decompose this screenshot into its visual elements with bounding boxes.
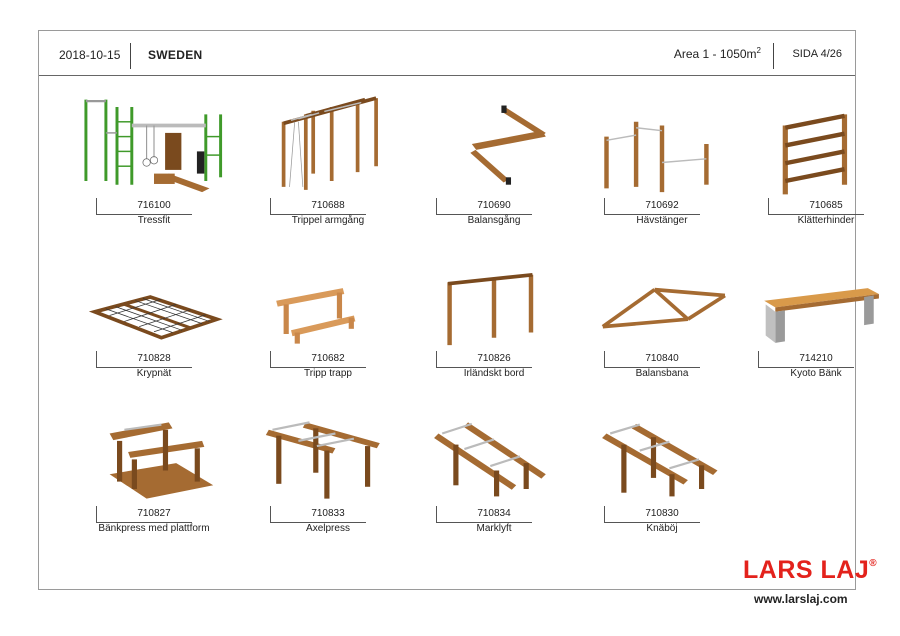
product-card xyxy=(80,398,228,548)
product-image-krypnat xyxy=(80,243,228,351)
product-name: Kyoto Bänk xyxy=(790,368,842,379)
product-name: Krypnät xyxy=(136,368,172,379)
product-number: 714210 xyxy=(799,353,833,364)
header-area-sup: 2 xyxy=(756,46,761,55)
product-name: Balansbana xyxy=(635,368,689,379)
product-name: Tripp trapp xyxy=(304,368,352,379)
product-card xyxy=(254,243,402,393)
product-card xyxy=(752,90,900,240)
product-name: Bänkpress med plattform xyxy=(98,523,210,534)
product-name: Tressfit xyxy=(137,215,171,226)
brand-url[interactable]: www.larslaj.com xyxy=(754,592,848,606)
product-number: 710692 xyxy=(645,200,679,211)
header-divider xyxy=(773,43,774,69)
product-number: 716100 xyxy=(137,200,171,211)
product-image-havstanger xyxy=(588,90,736,198)
header-area xyxy=(674,46,761,61)
product-name: Hävstänger xyxy=(636,215,688,226)
product-number: 710826 xyxy=(477,353,511,364)
product-image-balansgang xyxy=(420,90,568,198)
product-number: 710685 xyxy=(809,200,843,211)
brand-logo-text: LARS LAJ xyxy=(743,556,870,584)
product-card xyxy=(588,398,736,548)
product-name: Axelpress xyxy=(306,523,350,534)
product-name: Marklyft xyxy=(476,523,512,534)
product-card xyxy=(742,243,890,393)
product-image-marklyft xyxy=(420,398,568,506)
product-number: 710830 xyxy=(645,508,679,519)
product-card xyxy=(588,90,736,240)
product-name: Knäböj xyxy=(646,523,678,534)
product-card xyxy=(588,243,736,393)
registered-mark: ® xyxy=(869,558,878,569)
product-card xyxy=(420,243,568,393)
product-name: Trippel armgång xyxy=(291,215,365,226)
product-number: 710834 xyxy=(477,508,511,519)
product-image-tripp-trapp xyxy=(254,243,402,351)
product-number: 710827 xyxy=(137,508,171,519)
product-card xyxy=(80,90,228,240)
product-number: 710828 xyxy=(137,353,171,364)
brand-logo xyxy=(743,556,877,585)
product-image-axelpress xyxy=(254,398,402,506)
product-image-kyoto-bank xyxy=(742,243,890,351)
header-area-label: Area 1 - 1050m xyxy=(673,47,757,61)
product-card xyxy=(420,90,568,240)
product-number: 710840 xyxy=(645,353,679,364)
header-date: 2018-10-15 xyxy=(59,48,121,62)
product-image-irlandskt-bord xyxy=(420,243,568,351)
product-name: Irländskt bord xyxy=(463,368,525,379)
product-card xyxy=(254,90,402,240)
product-card xyxy=(254,398,402,548)
product-image-klatterhinder xyxy=(752,90,900,198)
product-number: 710833 xyxy=(311,508,345,519)
header-page-number: SIDA 4/26 xyxy=(792,48,842,60)
header-divider xyxy=(130,43,131,69)
product-name: Klätterhinder xyxy=(797,215,855,226)
product-name: Balansgång xyxy=(467,215,521,226)
product-image-bankpress-med-plattform xyxy=(80,398,228,506)
product-image-balansbana xyxy=(588,243,736,351)
product-number: 710682 xyxy=(311,353,345,364)
product-card xyxy=(420,398,568,548)
product-number: 710690 xyxy=(477,200,511,211)
product-image-trippel-armgang xyxy=(254,90,402,198)
page-header xyxy=(39,31,855,76)
product-image-tressfit xyxy=(80,90,228,198)
header-country: SWEDEN xyxy=(148,48,203,62)
product-card xyxy=(80,243,228,393)
product-number: 710688 xyxy=(311,200,345,211)
product-image-knaboj xyxy=(588,398,736,506)
